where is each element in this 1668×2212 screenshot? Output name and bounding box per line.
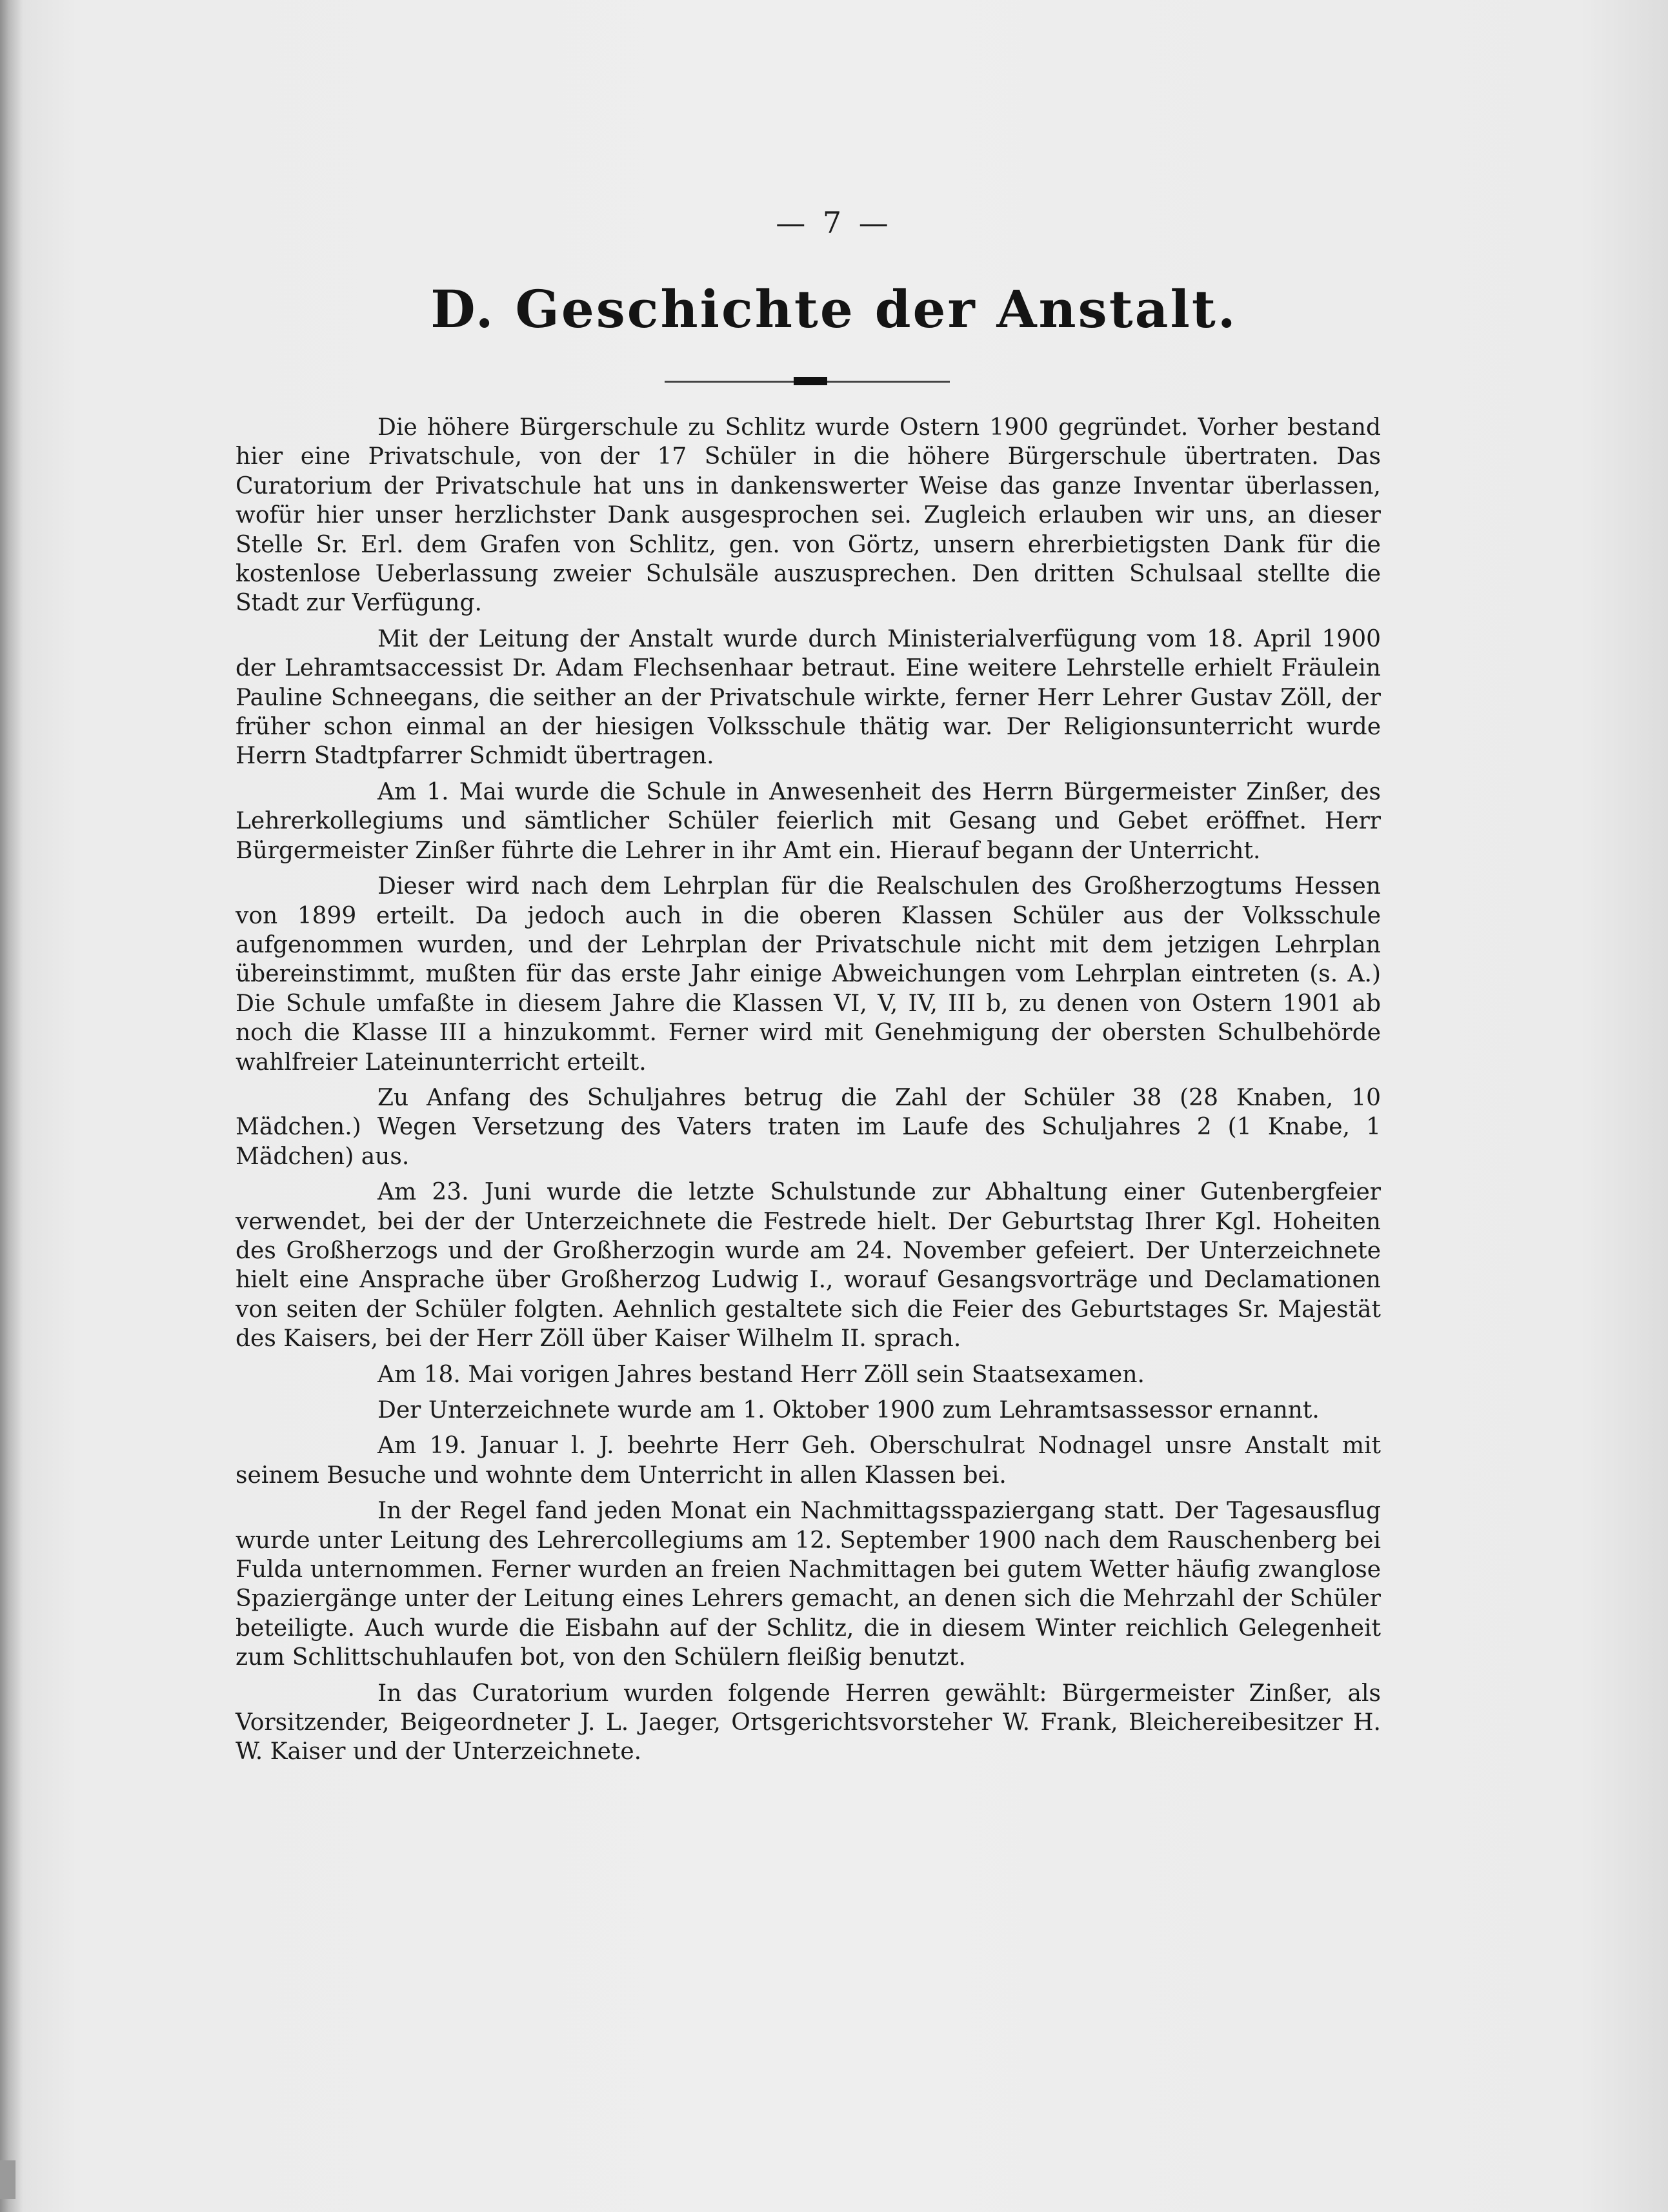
- paragraph-curriculum: Dieser wird nach dem Lehrplan für die Realschulen des Großherzogtums Hessen von 1899 erteilt. Da jedoch auch in die oberen Klassen Schüler aus der Volksschule aufgenommen wurden, und der Lehrplan der Privatschule nicht mit dem jetzigen Lehrplan übereinstimmt, mußten für das erste Jahr einige Abweichungen vom Lehrplan eintreten (s. A.) Die Schule umfaßte in diesem Jahre die Klassen VI, V, IV, III b, zu denen von Ostern 1901 ab noch die Klasse III a hinzukommt. Ferner wird mit Genehmigung der obersten Schulbehörde wahlfreier Lateinunterricht erteilt.: [236, 873, 1381, 1076]
- paragraph-leadership: Mit der Leitung der Anstalt wurde durch Ministerialverfügung vom 18. April 1900 der Lehramtsaccessist Dr. Adam Flechsenhaar betraut. Eine weitere Lehrstelle erhielt Fräulein Pauline Schneegans, die seither an der Privatschule wirkte, ferner Herr Lehrer Gustav Zöll, der früher schon einmal an der hiesigen Volksschule thätig war. Der Religionsunterricht wurde Herrn Stadtpfarrer Schmidt übertragen.: [236, 625, 1381, 770]
- page-number: — 7 —: [776, 205, 892, 240]
- paragraph-celebrations: Am 23. Juni wurde die letzte Schulstunde zur Abhaltung einer Gutenbergfeier verwendet, bei der der Unterzeichnete die Festrede hielt. Der Geburtstag Ihrer Kgl. Hoheiten des Großherzogs und der Großherzogin wurde am 24. November gefeiert. Der Unterzeichnete hielt eine Ansprache über Großherzog Ludwig I., worauf Gesangsvorträge und Declamationen von seiten der Schüler folgten. Aehnlich gestaltete sich die Feier des Geburtstages Sr. Majestät des Kaisers, bei der Herr Zöll über Kaiser Wilhelm II. sprach.: [236, 1179, 1381, 1352]
- paragraph-enrollment: Zu Anfang des Schuljahres betrug die Zahl der Schüler 38 (28 Knaben, 10 Mädchen.) Wegen Versetzung des Vaters traten im Laufe des Schuljahres 2 (1 Knabe, 1 Mädchen) aus.: [236, 1084, 1381, 1170]
- heading-rule-ornament: [794, 377, 827, 385]
- body-text: [236, 413, 1381, 1773]
- section-heading: D. Geschichte der Anstalt.: [430, 279, 1238, 339]
- paragraph-excursions: In der Regel fand jeden Monat ein Nachmittagsspaziergang statt. Der Tagesausflug wurde unter Leitung des Lehrercollegiums am 12. September 1900 nach dem Rauschenberg bei Fulda unternommen. Ferner wurden an freien Nachmittagen bei gutem Wetter häufig zwanglose Spaziergänge unter der Leitung eines Lehrers gemacht, an denen sich die Mehrzahl der Schüler beteiligte. Auch wurde die Eisbahn auf der Schlitz, die in diesem Winter reichlich Gelegenheit zum Schlittschuhlaufen bot, von den Schülern fleißig benutzt.: [236, 1498, 1381, 1671]
- paragraph-inspection: Am 19. Januar l. J. beehrte Herr Geh. Oberschulrat Nodnagel unsre Anstalt mit seinem Besuche und wohnte dem Unterricht in allen Klassen bei.: [236, 1433, 1381, 1489]
- paragraph-opening: Am 1. Mai wurde die Schule in Anwesenheit des Herrn Bürgermeister Zinßer, des Lehrerkollegiums und sämtlicher Schüler feierlich mit Gesang und Gebet eröffnet. Herr Bürgermeister Zinßer führte die Lehrer in ihr Amt ein. Hierauf begann der Unterricht.: [236, 778, 1381, 864]
- scan-edge-mark: [0, 2160, 15, 2199]
- paragraph-appointment: Der Unterzeichnete wurde am 1. Oktober 1900 zum Lehramtsassessor ernannt.: [377, 1397, 1320, 1423]
- paragraph-founding: Die höhere Bürgerschule zu Schlitz wurde Ostern 1900 gegründet. Vorher bestand hier eine Privatschule, von der 17 Schüler in die höhere Bürgerschule übertraten. Das Curatorium der Privatschule hat uns in dankenswerter Weise das ganze Inventar überlassen, wofür hier unser herzlichster Dank ausgesprochen sei. Zugleich erlauben wir uns, an dieser Stelle Sr. Erl. dem Grafen von Schlitz, gen. von Görtz, unsern ehrerbietigsten Dank für die kostenlose Ueberlassung zweier Schulsäle auszusprechen. Den dritten Schulsaal stellte die Stadt zur Verfügung.: [236, 414, 1381, 617]
- paragraph-curatorium: In das Curatorium wurden folgende Herren gewählt: Bürgermeister Zinßer, als Vorsitzender, Beigeordneter J. L. Jaeger, Ortsgerichtsvorsteher W. Frank, Bleichereibesitzer H. W. Kaiser und der Unterzeichnete.: [236, 1680, 1381, 1765]
- paragraph-exam: Am 18. Mai vorigen Jahres bestand Herr Zöll sein Staatsexamen.: [377, 1361, 1145, 1388]
